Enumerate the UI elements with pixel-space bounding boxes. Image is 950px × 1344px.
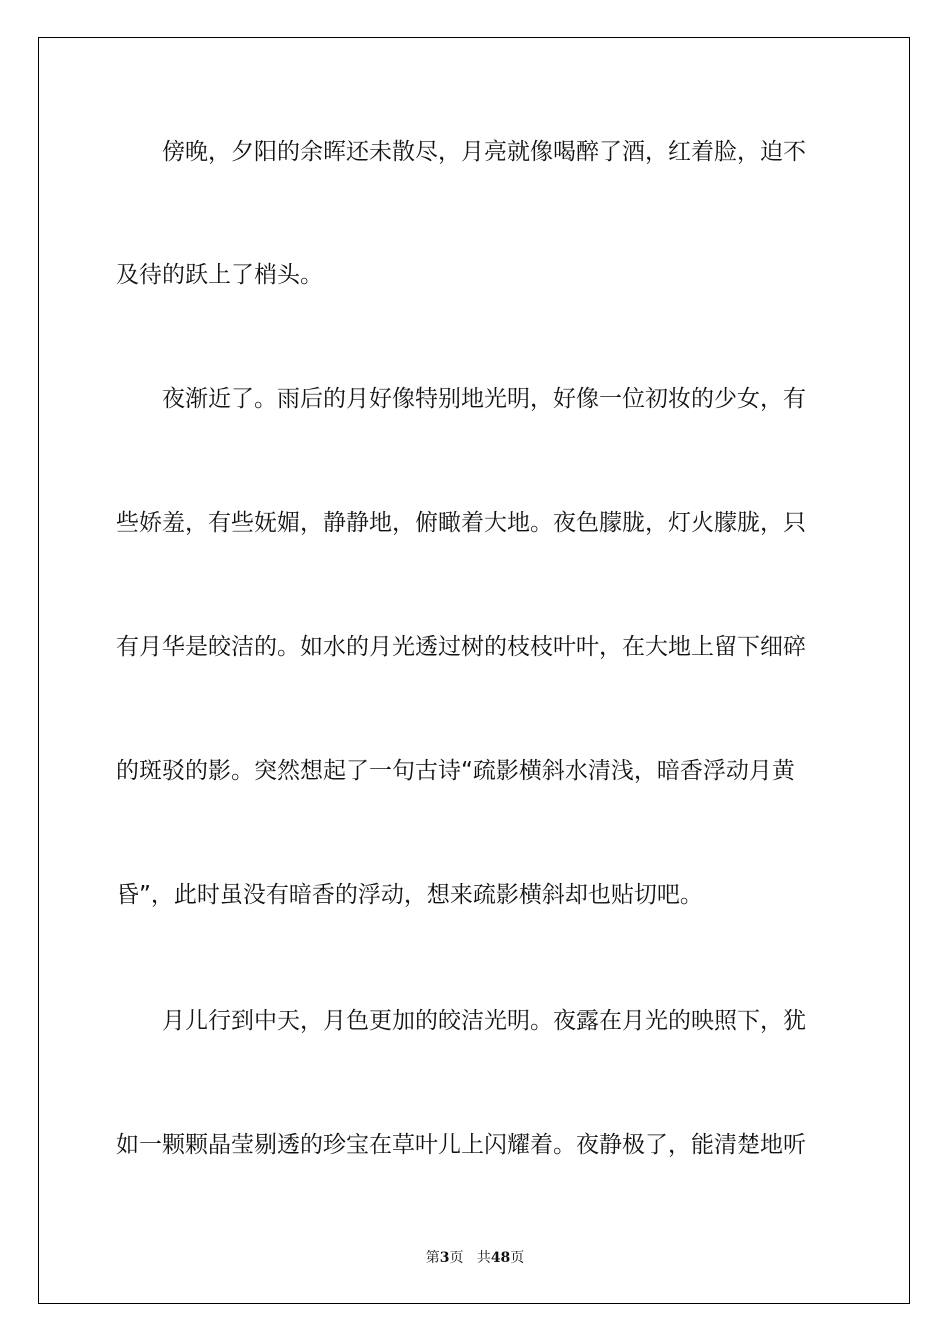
page-suffix: 页 [449,1250,464,1266]
text-line-1: 傍晚，夕阳的余晖还未散尽，月亮就像喝醉了酒，红着脸，迫不 [116,139,806,165]
page-border [38,37,910,1304]
text-line-6: 的斑驳的影。突然想起了一句古诗“疏影横斜水清浅，暗香浮动月黄 [116,758,795,784]
total-pages: 48 [490,1250,511,1266]
text-line-7: 昏”，此时虽没有暗香的浮动，想来疏影横斜却也贴切吧。 [116,882,703,908]
page-footer [0,1247,950,1267]
page-prefix: 第 [425,1250,440,1266]
text-line-9: 如一颗颗晶莹剔透的珍宝在草叶儿上闪耀着。夜静极了，能清楚地听 [116,1132,806,1158]
text-line-8: 月儿行到中天，月色更加的皎洁光明。夜露在月光的映照下，犹 [116,1008,806,1034]
text-line-3: 夜渐近了。雨后的月好像特别地光明，好像一位初妆的少女，有 [116,386,806,412]
page-number: 3 [439,1250,450,1266]
text-line-5: 有月华是皎洁的。如水的月光透过树的枝枝叶叶，在大地上留下细碎 [116,634,806,660]
text-line-4: 些娇羞，有些妩媚，静静地，俯瞰着大地。夜色朦胧，灯火朦胧，只 [116,510,806,536]
total-prefix: 共 [476,1250,491,1266]
text-line-2: 及待的跃上了梢头。 [116,262,323,288]
total-suffix: 页 [510,1250,525,1266]
